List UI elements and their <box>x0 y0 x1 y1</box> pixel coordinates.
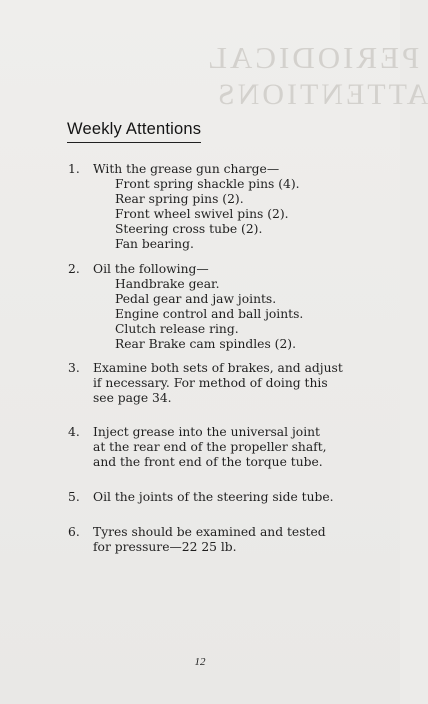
list-item-6 <box>68 525 358 555</box>
sub-item: Handbrake gear. <box>115 277 220 291</box>
sub-item: Rear spring pins (2). <box>115 192 244 206</box>
item-number: 4. <box>68 425 80 439</box>
list-item-4 <box>68 425 358 470</box>
sub-item: Engine control and ball joints. <box>115 307 304 321</box>
bleed-through-reverse-text: PERIODICAL ATTENTIONS <box>205 40 428 111</box>
item-number: 1. <box>68 162 80 176</box>
sub-item: Rear Brake cam spindles (2). <box>115 337 296 351</box>
page-number: 12 <box>194 656 206 668</box>
list-item-1 <box>68 162 358 252</box>
sub-item: Clutch release ring. <box>115 322 239 336</box>
list-item-3 <box>68 361 358 406</box>
item-text-line: and the front end of the torque tube. <box>93 455 323 469</box>
item-text-line: at the rear end of the propeller shaft, <box>93 440 327 454</box>
item-text: Oil the following— <box>93 262 209 276</box>
sub-item: Steering cross tube (2). <box>115 222 263 236</box>
item-number: 3. <box>68 361 80 375</box>
sub-item: Front spring shackle pins (4). <box>115 177 300 191</box>
section-heading: Weekly Attentions <box>67 120 201 143</box>
item-text-line: Oil the joints of the steering side tube. <box>93 490 334 504</box>
item-text-line: Inject grease into the universal joint <box>93 425 320 439</box>
item-number: 6. <box>68 525 80 539</box>
item-number: 5. <box>68 490 80 504</box>
item-text-line: if necessary. For method of doing this <box>93 376 328 390</box>
item-text-line: for pressure—22 25 lb. <box>93 540 237 554</box>
item-text-line: see page 34. <box>93 391 172 405</box>
list-item-2 <box>68 262 358 352</box>
item-text-line: Tyres should be examined and tested <box>93 525 326 539</box>
list-item-5 <box>68 490 358 505</box>
item-text: With the grease gun charge— <box>93 162 280 176</box>
item-text-line: Examine both sets of brakes, and adjust <box>93 361 343 375</box>
item-number: 2. <box>68 262 80 276</box>
sub-item: Pedal gear and jaw joints. <box>115 292 277 306</box>
sub-item: Front wheel swivel pins (2). <box>115 207 289 221</box>
sub-item: Fan bearing. <box>115 237 194 251</box>
